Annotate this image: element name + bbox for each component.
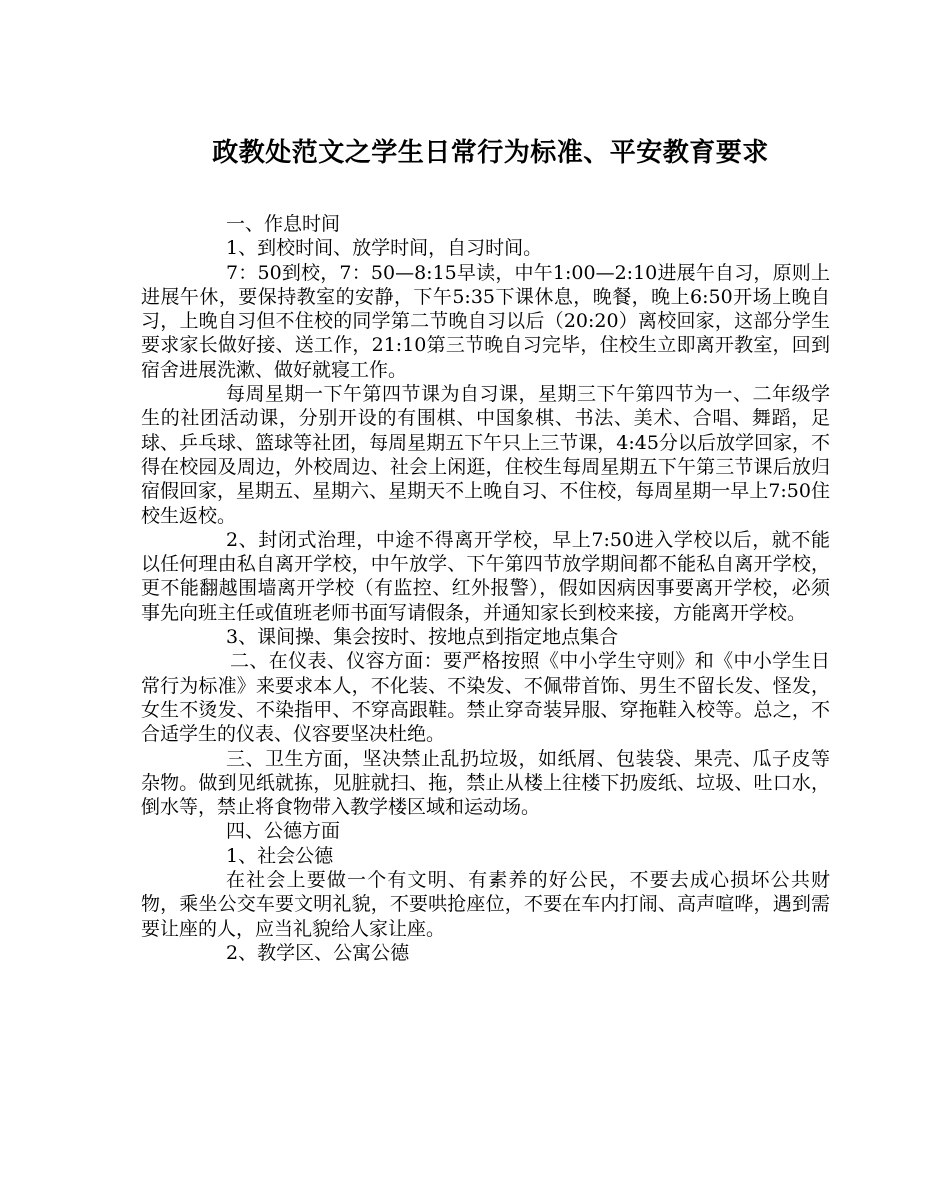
heading-schedule: 一、作息时间: [226, 213, 341, 235]
paragraph-daily-timetable: 7：50到校，7：50—8:15早读，中午1:00—2:10进展午自习，原则上进展午休，要保持教室的安静，下午5:35下课休息，晚餐，晚上6:50开场上晚自习，上晚自习但不住校的同学第二节晚自习以后（20:20）离校回家，这部分学生要求家长做好接、送工作，21:10第三节晚自习完毕，住校生立即离开教室，回到宿舍进展洗漱、做好就寝工作。: [141, 261, 830, 381]
document-title: 政教处范文之学生日常行为标准、平安教育要求: [212, 138, 769, 168]
paragraph-appearance: 二、在仪表、仪容方面：要严格按照《中小学生守则》和《中小学生日常行为标准》来要求本人，不化装、不染发、不佩带首饰、男生不留长发、怪发，女生不烫发、不染指甲、不穿高跟鞋。禁止穿奇装异服、穿拖鞋入校等。总之，不合适学生的仪表、仪容要坚决杜绝。: [141, 650, 830, 746]
heading-social-morality: 1、社会公德: [226, 844, 334, 867]
document-body: [141, 212, 830, 965]
heading-campus-morality: 2、教学区、公寓公德: [226, 941, 410, 964]
heading-public-morality: 四、公德方面: [226, 820, 341, 843]
paragraph-assembly: 3、课间操、集会按时、按地点到指定地点集合: [226, 626, 619, 649]
paragraph-weekly-schedule: 每周星期一下午第四节课为自习课，星期三下午第四节为一、二年级学生的社团活动课，分别开设的有围棋、中国象棋、书法、美术、合唱、舞蹈，足球、乒乓球、篮球等社团，每周星期五下午只上三节课，4:45分以后放学回家，不得在校园及周边，外校周边、社会上闲逛，住校生每周星期五下午第三节课后放归宿假回家，星期五、星期六、星期天不上晚自习、不住校，每周星期一早上7:50住校生返校。: [141, 383, 830, 527]
paragraph-arrival-times: 1、到校时间、放学时间，自习时间。: [226, 237, 543, 260]
paragraph-hygiene: 三、卫生方面，坚决禁止乱扔垃圾，如纸屑、包装袋、果壳、瓜子皮等杂物。做到见纸就拣，见脏就扫、拖，禁止从楼上往楼下扔废纸、垃圾、吐口水，倒水等，禁止将食物带入教学楼区域和运动场。: [141, 747, 830, 819]
paragraph-social-morality: 在社会上要做一个有文明、有素养的好公民，不要去成心损坏公共财物，乘坐公交车要文明礼貌，不要哄抢座位，不要在车内打闹、高声喧哗，遇到需要让座的人，应当礼貌给人家让座。: [141, 869, 830, 940]
paragraph-closed-management: 2、封闭式治理，中途不得离开学校，早上7:50进入学校以后，就不能以任何理由私自离开学校，中午放学、下午第四节放学期间都不能私自离开学校，更不能翻越围墙离开学校（有监控、红外报警），假如因病因事要离开学校，必须事先向班主任或值班老师书面写请假条，并通知家长到校来接，方能离开学校。: [141, 528, 830, 624]
